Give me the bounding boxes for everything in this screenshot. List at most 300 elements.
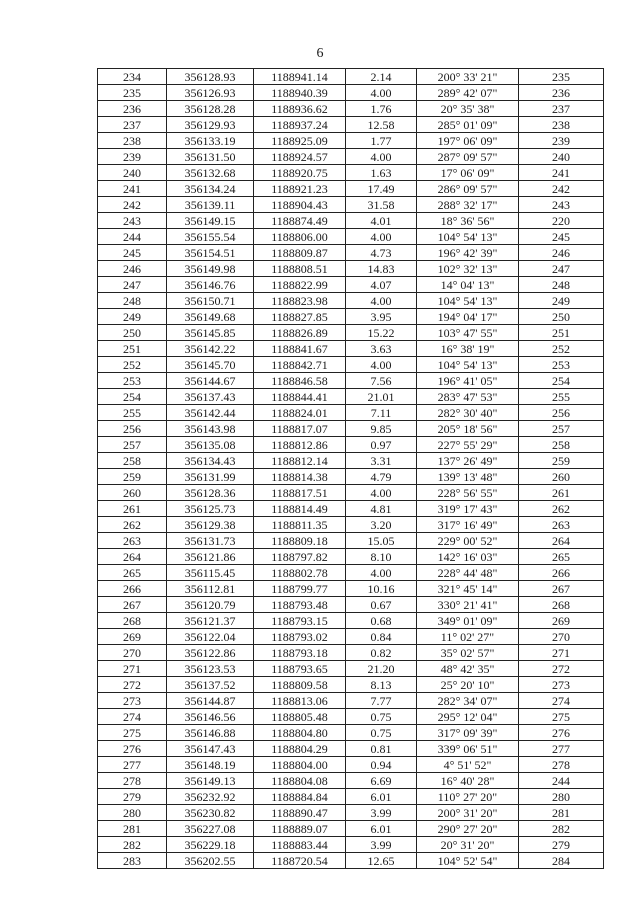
next-point-cell: 248 [519,277,604,293]
bearing-cell: 104° 52' 54" [417,853,519,869]
table-row [98,69,604,85]
distance-cell: 12.58 [346,117,417,133]
distance-cell: 4.00 [346,149,417,165]
table-row [98,85,604,101]
distance-cell: 7.56 [346,373,417,389]
bearing-cell: 283° 47' 53" [417,389,519,405]
table-row [98,469,604,485]
next-point-cell: 272 [519,661,604,677]
point-number-cell: 268 [98,613,167,629]
y-coordinate-cell: 1188804.80 [254,725,346,741]
x-coordinate-cell: 356137.43 [167,389,254,405]
next-point-cell: 240 [519,149,604,165]
next-point-cell: 246 [519,245,604,261]
point-number-cell: 257 [98,437,167,453]
next-point-cell: 274 [519,693,604,709]
distance-cell: 3.63 [346,341,417,357]
y-coordinate-cell: 1188814.49 [254,501,346,517]
table-row [98,693,604,709]
distance-cell: 0.75 [346,725,417,741]
y-coordinate-cell: 1188844.41 [254,389,346,405]
next-point-cell: 276 [519,725,604,741]
bearing-cell: 205° 18' 56" [417,421,519,437]
table-row [98,709,604,725]
bearing-cell: 16° 40' 28" [417,773,519,789]
x-coordinate-cell: 356150.71 [167,293,254,309]
distance-cell: 15.05 [346,533,417,549]
next-point-cell: 262 [519,501,604,517]
next-point-cell: 243 [519,197,604,213]
next-point-cell: 247 [519,261,604,277]
point-number-cell: 283 [98,853,167,869]
distance-cell: 8.13 [346,677,417,693]
y-coordinate-cell: 1188809.18 [254,533,346,549]
distance-cell: 7.11 [346,405,417,421]
bearing-cell: 20° 31' 20" [417,837,519,853]
y-coordinate-cell: 1188793.48 [254,597,346,613]
x-coordinate-cell: 356145.85 [167,325,254,341]
y-coordinate-cell: 1188793.02 [254,629,346,645]
table-row [98,165,604,181]
x-coordinate-cell: 356121.37 [167,613,254,629]
next-point-cell: 236 [519,85,604,101]
bearing-cell: 228° 44' 48" [417,565,519,581]
point-number-cell: 238 [98,133,167,149]
next-point-cell: 273 [519,677,604,693]
bearing-cell: 137° 26' 49" [417,453,519,469]
table-row [98,437,604,453]
distance-cell: 3.31 [346,453,417,469]
bearing-cell: 227° 55' 29" [417,437,519,453]
next-point-cell: 245 [519,229,604,245]
point-number-cell: 281 [98,821,167,837]
distance-cell: 31.58 [346,197,417,213]
table-row [98,261,604,277]
distance-cell: 4.73 [346,245,417,261]
distance-cell: 4.00 [346,485,417,501]
y-coordinate-cell: 1188921.23 [254,181,346,197]
point-number-cell: 244 [98,229,167,245]
point-number-cell: 271 [98,661,167,677]
distance-cell: 4.00 [346,85,417,101]
distance-cell: 0.75 [346,709,417,725]
table-row [98,181,604,197]
table-row [98,581,604,597]
distance-cell: 10.16 [346,581,417,597]
point-number-cell: 263 [98,533,167,549]
next-point-cell: 220 [519,213,604,229]
x-coordinate-cell: 356115.45 [167,565,254,581]
x-coordinate-cell: 356125.73 [167,501,254,517]
bearing-cell: 290° 27' 20" [417,821,519,837]
x-coordinate-cell: 356129.38 [167,517,254,533]
bearing-cell: 194° 04' 17" [417,309,519,325]
table-row [98,133,604,149]
point-number-cell: 273 [98,693,167,709]
distance-cell: 4.00 [346,229,417,245]
x-coordinate-cell: 356134.43 [167,453,254,469]
point-number-cell: 261 [98,501,167,517]
x-coordinate-cell: 356143.98 [167,421,254,437]
next-point-cell: 266 [519,565,604,581]
bearing-cell: 228° 56' 55" [417,485,519,501]
bearing-cell: 20° 35' 38" [417,101,519,117]
y-coordinate-cell: 1188904.43 [254,197,346,213]
bearing-cell: 103° 47' 55" [417,325,519,341]
point-number-cell: 246 [98,261,167,277]
coordinates-table [97,68,604,869]
table-row [98,277,604,293]
table-row [98,245,604,261]
bearing-cell: 16° 38' 19" [417,341,519,357]
point-number-cell: 251 [98,341,167,357]
point-number-cell: 277 [98,757,167,773]
distance-cell: 3.99 [346,837,417,853]
x-coordinate-cell: 356232.92 [167,789,254,805]
y-coordinate-cell: 1188811.35 [254,517,346,533]
distance-cell: 1.76 [346,101,417,117]
y-coordinate-cell: 1188812.14 [254,453,346,469]
point-number-cell: 265 [98,565,167,581]
y-coordinate-cell: 1188841.67 [254,341,346,357]
next-point-cell: 238 [519,117,604,133]
y-coordinate-cell: 1188809.58 [254,677,346,693]
point-number-cell: 234 [98,69,167,85]
bearing-cell: 104° 54' 13" [417,229,519,245]
y-coordinate-cell: 1188817.07 [254,421,346,437]
distance-cell: 2.14 [346,69,417,85]
distance-cell: 4.00 [346,293,417,309]
bearing-cell: 200° 31' 20" [417,805,519,821]
bearing-cell: 229° 00' 52" [417,533,519,549]
bearing-cell: 295° 12' 04" [417,709,519,725]
point-number-cell: 256 [98,421,167,437]
x-coordinate-cell: 356149.68 [167,309,254,325]
table-row [98,661,604,677]
x-coordinate-cell: 356148.19 [167,757,254,773]
x-coordinate-cell: 356131.50 [167,149,254,165]
next-point-cell: 280 [519,789,604,805]
bearing-cell: 104° 54' 13" [417,357,519,373]
next-point-cell: 284 [519,853,604,869]
y-coordinate-cell: 1188884.84 [254,789,346,805]
distance-cell: 0.67 [346,597,417,613]
point-number-cell: 237 [98,117,167,133]
point-number-cell: 269 [98,629,167,645]
y-coordinate-cell: 1188842.71 [254,357,346,373]
y-coordinate-cell: 1188799.77 [254,581,346,597]
point-number-cell: 250 [98,325,167,341]
y-coordinate-cell: 1188804.29 [254,741,346,757]
y-coordinate-cell: 1188824.01 [254,405,346,421]
y-coordinate-cell: 1188813.06 [254,693,346,709]
bearing-cell: 200° 33' 21" [417,69,519,85]
bearing-cell: 288° 32' 17" [417,197,519,213]
next-point-cell: 279 [519,837,604,853]
y-coordinate-cell: 1188797.82 [254,549,346,565]
point-number-cell: 245 [98,245,167,261]
point-number-cell: 236 [98,101,167,117]
table-row [98,405,604,421]
distance-cell: 1.77 [346,133,417,149]
x-coordinate-cell: 356149.13 [167,773,254,789]
x-coordinate-cell: 356144.67 [167,373,254,389]
y-coordinate-cell: 1188806.00 [254,229,346,245]
x-coordinate-cell: 356149.98 [167,261,254,277]
y-coordinate-cell: 1188874.49 [254,213,346,229]
bearing-cell: 18° 36' 56" [417,213,519,229]
table-row [98,501,604,517]
x-coordinate-cell: 356147.43 [167,741,254,757]
table-row [98,741,604,757]
bearing-cell: 17° 06' 09" [417,165,519,181]
next-point-cell: 257 [519,421,604,437]
next-point-cell: 271 [519,645,604,661]
next-point-cell: 249 [519,293,604,309]
point-number-cell: 276 [98,741,167,757]
bearing-cell: 4° 51' 52" [417,757,519,773]
bearing-cell: 282° 30' 40" [417,405,519,421]
bearing-cell: 110° 27' 20" [417,789,519,805]
next-point-cell: 235 [519,69,604,85]
point-number-cell: 242 [98,197,167,213]
bearing-cell: 282° 34' 07" [417,693,519,709]
table-row [98,549,604,565]
table-row [98,805,604,821]
table-row [98,149,604,165]
bearing-cell: 317° 16' 49" [417,517,519,533]
point-number-cell: 272 [98,677,167,693]
point-number-cell: 262 [98,517,167,533]
distance-cell: 0.81 [346,741,417,757]
x-coordinate-cell: 356120.79 [167,597,254,613]
point-number-cell: 264 [98,549,167,565]
next-point-cell: 268 [519,597,604,613]
bearing-cell: 196° 42' 39" [417,245,519,261]
y-coordinate-cell: 1188808.51 [254,261,346,277]
y-coordinate-cell: 1188804.00 [254,757,346,773]
distance-cell: 4.07 [346,277,417,293]
y-coordinate-cell: 1188940.39 [254,85,346,101]
point-number-cell: 255 [98,405,167,421]
table-row [98,677,604,693]
bearing-cell: 321° 45' 14" [417,581,519,597]
x-coordinate-cell: 356137.52 [167,677,254,693]
distance-cell: 9.85 [346,421,417,437]
y-coordinate-cell: 1188924.57 [254,149,346,165]
point-number-cell: 275 [98,725,167,741]
distance-cell: 21.20 [346,661,417,677]
x-coordinate-cell: 356146.88 [167,725,254,741]
bearing-cell: 142° 16' 03" [417,549,519,565]
y-coordinate-cell: 1188937.24 [254,117,346,133]
y-coordinate-cell: 1188822.99 [254,277,346,293]
bearing-cell: 139° 13' 48" [417,469,519,485]
table-row [98,485,604,501]
table-row [98,229,604,245]
x-coordinate-cell: 356142.22 [167,341,254,357]
y-coordinate-cell: 1188920.75 [254,165,346,181]
bearing-cell: 25° 20' 10" [417,677,519,693]
table-row [98,197,604,213]
table-row [98,373,604,389]
y-coordinate-cell: 1188720.54 [254,853,346,869]
next-point-cell: 265 [519,549,604,565]
x-coordinate-cell: 356131.73 [167,533,254,549]
table-row [98,597,604,613]
distance-cell: 8.10 [346,549,417,565]
y-coordinate-cell: 1188890.47 [254,805,346,821]
table-row [98,533,604,549]
point-number-cell: 254 [98,389,167,405]
table-row [98,309,604,325]
distance-cell: 4.01 [346,213,417,229]
table-row [98,101,604,117]
next-point-cell: 270 [519,629,604,645]
distance-cell: 0.94 [346,757,417,773]
point-number-cell: 235 [98,85,167,101]
table-row [98,613,604,629]
next-point-cell: 260 [519,469,604,485]
x-coordinate-cell: 356146.56 [167,709,254,725]
next-point-cell: 252 [519,341,604,357]
next-point-cell: 269 [519,613,604,629]
point-number-cell: 260 [98,485,167,501]
table-row [98,421,604,437]
table-row [98,629,604,645]
bearing-cell: 197° 06' 09" [417,133,519,149]
y-coordinate-cell: 1188826.89 [254,325,346,341]
next-point-cell: 239 [519,133,604,149]
table-row [98,357,604,373]
next-point-cell: 259 [519,453,604,469]
bearing-cell: 11° 02' 27" [417,629,519,645]
y-coordinate-cell: 1188883.44 [254,837,346,853]
y-coordinate-cell: 1188802.78 [254,565,346,581]
y-coordinate-cell: 1188936.62 [254,101,346,117]
table-row [98,757,604,773]
y-coordinate-cell: 1188823.98 [254,293,346,309]
x-coordinate-cell: 356229.18 [167,837,254,853]
distance-cell: 6.01 [346,789,417,805]
point-number-cell: 258 [98,453,167,469]
bearing-cell: 317° 09' 39" [417,725,519,741]
distance-cell: 7.77 [346,693,417,709]
distance-cell: 6.01 [346,821,417,837]
x-coordinate-cell: 356202.55 [167,853,254,869]
next-point-cell: 254 [519,373,604,389]
bearing-cell: 104° 54' 13" [417,293,519,309]
next-point-cell: 250 [519,309,604,325]
table-row [98,117,604,133]
point-number-cell: 240 [98,165,167,181]
table-row [98,389,604,405]
bearing-cell: 287° 09' 57" [417,149,519,165]
next-point-cell: 251 [519,325,604,341]
distance-cell: 4.00 [346,565,417,581]
y-coordinate-cell: 1188846.58 [254,373,346,389]
bearing-cell: 349° 01' 09" [417,613,519,629]
y-coordinate-cell: 1188817.51 [254,485,346,501]
distance-cell: 0.97 [346,437,417,453]
table-row [98,453,604,469]
bearing-cell: 339° 06' 51" [417,741,519,757]
next-point-cell: 256 [519,405,604,421]
table-row [98,789,604,805]
x-coordinate-cell: 356146.76 [167,277,254,293]
x-coordinate-cell: 356128.28 [167,101,254,117]
next-point-cell: 237 [519,101,604,117]
table-row [98,645,604,661]
distance-cell: 17.49 [346,181,417,197]
table-row [98,293,604,309]
table-row [98,341,604,357]
y-coordinate-cell: 1188889.07 [254,821,346,837]
next-point-cell: 282 [519,821,604,837]
x-coordinate-cell: 356132.68 [167,165,254,181]
y-coordinate-cell: 1188809.87 [254,245,346,261]
next-point-cell: 244 [519,773,604,789]
bearing-cell: 48° 42' 35" [417,661,519,677]
y-coordinate-cell: 1188812.86 [254,437,346,453]
distance-cell: 4.81 [346,501,417,517]
bearing-cell: 330° 21' 41" [417,597,519,613]
distance-cell: 21.01 [346,389,417,405]
next-point-cell: 242 [519,181,604,197]
x-coordinate-cell: 356145.70 [167,357,254,373]
distance-cell: 12.65 [346,853,417,869]
x-coordinate-cell: 356135.08 [167,437,254,453]
table-row [98,213,604,229]
point-number-cell: 239 [98,149,167,165]
y-coordinate-cell: 1188827.85 [254,309,346,325]
next-point-cell: 281 [519,805,604,821]
x-coordinate-cell: 356133.19 [167,133,254,149]
x-coordinate-cell: 356230.82 [167,805,254,821]
distance-cell: 1.63 [346,165,417,181]
bearing-cell: 319° 17' 43" [417,501,519,517]
bearing-cell: 102° 32' 13" [417,261,519,277]
point-number-cell: 280 [98,805,167,821]
next-point-cell: 275 [519,709,604,725]
next-point-cell: 258 [519,437,604,453]
bearing-cell: 196° 41' 05" [417,373,519,389]
x-coordinate-cell: 356131.99 [167,469,254,485]
page-number: 6 [316,46,324,61]
point-number-cell: 241 [98,181,167,197]
y-coordinate-cell: 1188925.09 [254,133,346,149]
distance-cell: 4.79 [346,469,417,485]
point-number-cell: 270 [98,645,167,661]
bearing-cell: 289° 42' 07" [417,85,519,101]
distance-cell: 3.95 [346,309,417,325]
point-number-cell: 279 [98,789,167,805]
next-point-cell: 278 [519,757,604,773]
y-coordinate-cell: 1188805.48 [254,709,346,725]
x-coordinate-cell: 356112.81 [167,581,254,597]
y-coordinate-cell: 1188941.14 [254,69,346,85]
table-row [98,837,604,853]
x-coordinate-cell: 356122.86 [167,645,254,661]
distance-cell: 0.82 [346,645,417,661]
next-point-cell: 253 [519,357,604,373]
point-number-cell: 282 [98,837,167,853]
distance-cell: 3.99 [346,805,417,821]
y-coordinate-cell: 1188814.38 [254,469,346,485]
next-point-cell: 277 [519,741,604,757]
next-point-cell: 255 [519,389,604,405]
point-number-cell: 249 [98,309,167,325]
